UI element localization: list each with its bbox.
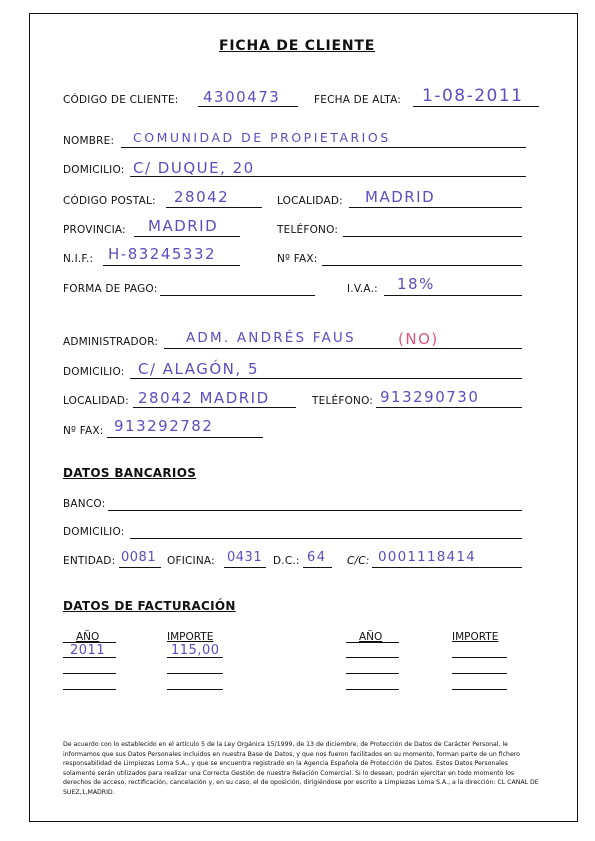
billing-row-line xyxy=(346,673,399,674)
billing-year-cell: 2011 xyxy=(70,643,106,658)
billing-amount-header-right: IMPORTE xyxy=(452,631,499,643)
office-label: OFICINA: xyxy=(167,555,215,567)
account-value[interactable]: 0001118414 xyxy=(378,549,476,565)
office-value[interactable]: 0431 xyxy=(227,550,263,565)
office-line xyxy=(224,567,266,568)
postal-code-line xyxy=(166,207,262,208)
billing-row-line xyxy=(452,689,507,690)
page-title: FICHA DE CLIENTE xyxy=(219,38,376,54)
province-label: PROVINCIA: xyxy=(63,224,126,236)
bank-section-title: DATOS BANCARIOS xyxy=(63,466,197,480)
signup-date-line xyxy=(413,106,539,107)
address-value[interactable]: C/ DUQUE, 20 xyxy=(133,159,255,177)
billing-row-line xyxy=(167,673,223,674)
fax-line xyxy=(322,265,522,266)
billing-row-line xyxy=(63,657,116,658)
city-value[interactable]: MADRID xyxy=(365,188,436,206)
bank-label: BANCO: xyxy=(63,498,106,510)
billing-row-line xyxy=(167,657,223,658)
nif-value[interactable]: H-83245332 xyxy=(108,245,217,263)
entity-value[interactable]: 0081 xyxy=(121,550,157,565)
admin-phone-line xyxy=(376,407,522,408)
billing-row-line xyxy=(63,689,116,690)
payment-method-label: FORMA DE PAGO: xyxy=(63,283,158,295)
account-label: C/C: xyxy=(347,555,370,567)
billing-row-line xyxy=(452,673,507,674)
client-code-label: CÓDIGO DE CLIENTE: xyxy=(63,94,179,106)
admin-city-line xyxy=(133,407,296,408)
name-value[interactable]: COMUNIDAD DE PROPIETARIOS xyxy=(133,130,391,145)
payment-method-line xyxy=(160,295,315,296)
admin-address-line xyxy=(130,378,522,379)
name-line xyxy=(121,147,526,148)
billing-amount-cell: 115,00 xyxy=(171,643,220,658)
postal-code-label: CÓDIGO POSTAL: xyxy=(63,195,156,207)
client-code-value[interactable]: 4300473 xyxy=(203,88,281,106)
billing-row-line xyxy=(346,657,399,658)
administrator-line xyxy=(164,348,522,349)
vat-line xyxy=(384,295,522,296)
province-line xyxy=(134,236,240,237)
billing-row-line xyxy=(452,657,507,658)
administrator-value[interactable]: ADM. ANDRÉS FAUS xyxy=(186,330,356,346)
address-label: DOMICILIO: xyxy=(63,164,125,176)
nif-label: N.I.F.: xyxy=(63,253,94,265)
entity-label: ENTIDAD: xyxy=(63,555,116,567)
vat-value[interactable]: 18% xyxy=(397,275,435,293)
administrator-label: ADMINISTRADOR: xyxy=(63,336,159,348)
legal-notice: De acuerdo con lo establecido en el artículo 5 de la Ley Orgánica 15/1999, de 13 de diciembre, de Protección de Datos de Carácter Personal, le informamos que sus Datos Personales incluidos en nuestra Base de Datos, y que nos fueron facilitados en su momento, forman parte de un fichero responsabilidad de Limpiezas Loma S.A., y que se encuentra registrado en la Agencia Española de Protección de Datos. Estos Datos Personales solamente serán utilizados para realizar una Correcta Gestión de nuestra Relación Comercial. Si lo desean, podrán ejercitar en todo momento los derechos de acceso, rectificación, cancelación y, en su caso, el de oposición, dirigiéndose por escrito a Limpiezas Loma S.A., a la dirección: CL CANAL DE SUEZ,1,MADRID. xyxy=(63,741,539,796)
billing-col-underline xyxy=(346,642,399,643)
admin-address-value[interactable]: C/ ALAGÓN, 5 xyxy=(138,360,259,378)
city-line xyxy=(349,207,522,208)
client-code-line xyxy=(198,106,298,107)
dc-value[interactable]: 64 xyxy=(307,550,327,565)
vat-label: I.V.A.: xyxy=(347,283,378,295)
billing-row-line xyxy=(167,689,223,690)
dc-label: D.C.: xyxy=(273,555,300,567)
bank-line xyxy=(108,510,522,511)
admin-fax-label: Nº FAX: xyxy=(63,425,104,437)
billing-year-header-left: AÑO xyxy=(76,631,100,643)
admin-phone-value[interactable]: 913290730 xyxy=(380,388,480,406)
administrator-note: (NO) xyxy=(398,330,439,348)
admin-fax-line xyxy=(107,437,263,438)
city-label: LOCALIDAD: xyxy=(277,195,343,207)
bank-address-label: DOMICILIO: xyxy=(63,526,125,538)
billing-row-line xyxy=(346,689,399,690)
billing-row-line xyxy=(63,673,116,674)
account-line xyxy=(372,567,522,568)
entity-line xyxy=(119,567,161,568)
province-value[interactable]: MADRID xyxy=(148,217,219,235)
admin-phone-label: TELÉFONO: xyxy=(312,395,374,407)
phone-line xyxy=(343,236,522,237)
admin-fax-value[interactable]: 913292782 xyxy=(114,417,214,435)
fax-label: Nº FAX: xyxy=(277,253,318,265)
admin-address-label: DOMICILIO: xyxy=(63,366,125,378)
billing-amount-header-left: IMPORTE xyxy=(167,631,214,643)
admin-city-value[interactable]: 28042 MADRID xyxy=(138,389,270,407)
bank-address-line xyxy=(130,538,522,539)
postal-code-value[interactable]: 28042 xyxy=(174,188,230,206)
admin-city-label: LOCALIDAD: xyxy=(63,395,129,407)
billing-year-header-right: AÑO xyxy=(359,631,383,643)
signup-date-label: FECHA DE ALTA: xyxy=(314,94,401,106)
dc-line xyxy=(303,567,332,568)
billing-section-title: DATOS DE FACTURACIÓN xyxy=(63,599,236,613)
nif-line xyxy=(103,265,240,266)
name-label: NOMBRE: xyxy=(63,135,115,147)
signup-date-value[interactable]: 1-08-2011 xyxy=(422,86,524,106)
phone-label: TELÉFONO: xyxy=(277,224,339,236)
